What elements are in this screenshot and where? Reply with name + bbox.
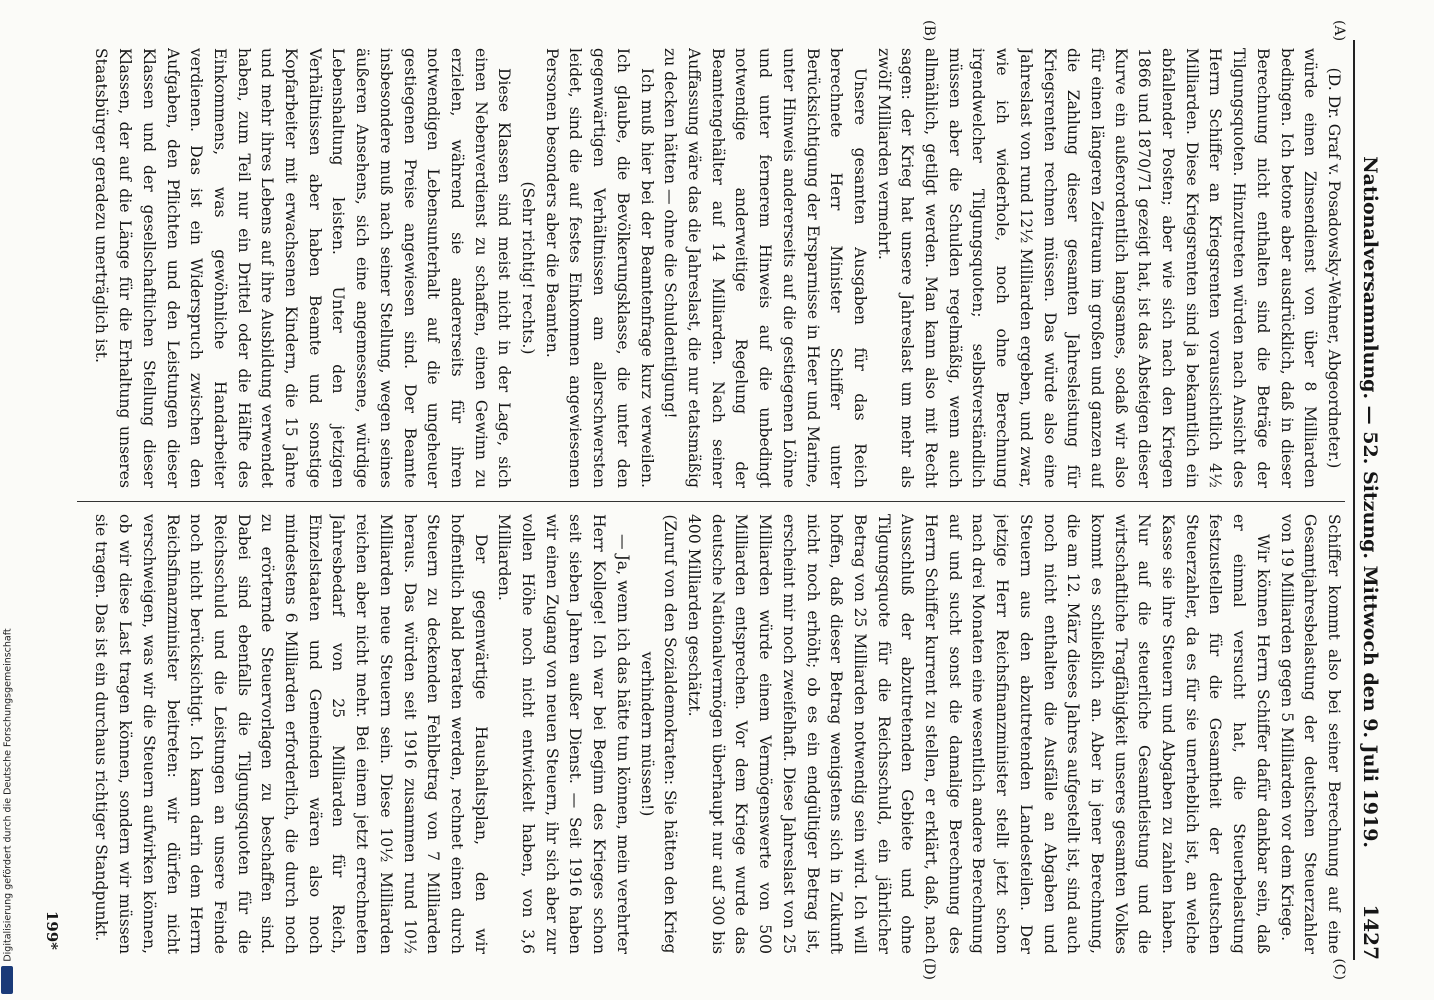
paragraph: — Ja, wenn ich das hätte tun können, mein verehrter Herr Kollege! Ich war bei Beginn des Krieges schon seit sieben Jahren außer Dienst. — Seit 1916 haben wir einen Zugang von neuen Steuern, ihr sich aber zur vollen Höhe noch nicht entwickelt haben, von 3,6 Milliarden. [495,514,632,954]
page-number: 1427 [1359,904,1383,960]
rotated-page [17,20,1417,980]
interjection: (Zuruf von den Sozialdemokraten: Sie hätten den Krieg verhindern müssen!) [637,514,680,954]
interjection: (Sehr richtig! rechts.) [519,181,538,355]
paragraph: Diese Klassen sind meist nicht in der Lage, sich einen Nebenverdienst zu schaffen, einen Gewinn zu erzielen, während sie andererseits für ihren notwendigen Lebensunterhalt auf die ungeheuer gestiegenen Preise angewiesen sind. Der Beamte insbesondere muß nach seiner Stellung, wegen seines äußeren Ansehens, sich eine angemessene, würdige Lebenshaltung leisten. Unter den jetzigen Verhältnissen aber haben Beamte und sonstige Kopfarbeiter mit erwachsenen Kindern, die 15 Jahre und mehr ihres Lebens auf ihre Ausbildung verwendet haben, zum Teil nur ein Drittel oder die Hälfte des Einkommens, was gewöhnliche Handarbeiter verdienen. Das ist ein Widerspruch zwischen den Aufgaben, den Pflichten und den Leistungen dieser Klassen und der gesellschaftlichen Stellung dieser Klassen, der auf die Länge für die Erhaltung unseres Staatsbürger geradezu unerträglich ist. [92,48,514,488]
credit-text: Digitalisierung gefördert durch die Deutsche Forschungsgemeinschaft [2,628,14,962]
right-column [87,514,1345,954]
page-title: Nationalversammlung. — 52. Sitzung. Mittwoch den 9. Juli 1919. [1359,156,1381,849]
margin-marker-c: (C) [1331,958,1347,980]
digitization-credit [2,600,14,990]
column-divider [77,501,1345,502]
paragraph: Wir können Herrn Schiffer dafür dankbar sein, daß er einmal versucht hat, die Steuerbelastung festzustellen für die Gesamtheit der deutschen Steuerzahler, da es für sie unerheblich ist, an welche Kasse sie ihre Steuern und Abgaben zu zahlen haben. Nur auf die steuerliche Gesamtleistung und die wirtschaftliche Tragfähigkeit unseres gesamten Volkes kommt es schließlich an. Aber in jener Berechnung, die am 12. März dieses Jahres aufgestellt ist, sind auch noch nicht enthalten die Ausfälle an Abgaben und Steuern aus den abzutretenden Landesteilen. Der jetzige Herr Reichsfinanzminister stellt jetzt schon nach drei Monaten eine wesentlich andere Berechnung auf und sucht sonst die damalige Berechnung des Herrn Schiffer kurrent zu stellen, er erklärt, daß, nach Ausschluß der abzutretenden Gebiete und ohne Tilgungsquote für die Reichsschuld, ein jährlicher Betrag von 25 Milliarden notwendig sein wird. Ich will hoffen, daß dieser Betrag wenigstens sich in Zukunft nicht noch erhöht; ob es ein endgültiger Betrag ist, erscheint mir noch zweifelhaft. Diese Jahreslast von 25 Milliarden würde einem Vermögenswerte von 500 Milliarden entsprechen. Vor dem Kriege wurde das deutsche Nationalvermögen überhaupt nur auf 300 bis 400 Milliarden geschätzt. [685,514,1272,954]
footer-number: 199* [43,910,61,950]
dfg-logo-icon [1,966,13,994]
paragraph: Unsere gesamten Ausgaben für das Reich berechnete Herr Minister Schiffer unter Berücksichtigung der Ersparnisse in Heer und Marine, unter Hinweis andererseits auf die gestiegenen Löhne und unter fernerem Hinweis auf die unbedingt notwendige anderweitige Regelung der Beamtengehälter auf 14 Milliarden. Nach seiner Auffassung wäre das die Jahreslast, die nur etatsmäßig zu decken hätten — ohne die Schuldentilgung! [661,48,869,488]
speaker-line: (D. Dr. Graf v. Posadowsky-Wehner, Abgeordneter.) [1325,67,1343,469]
paragraph: Der gegenwärtige Haushaltsplan, den wir hoffentlich bald beraten werden, rechnet einen durch Steuern zu deckenden Fehlbetrag von 7 Milliarden heraus. Das würden seit 1916 zusammen rund 10½ Milliarden neue Steuern sein. Diese 10½ Milliarden reichen aber nicht mehr. Bei einem jetzt errechneten Jahresbedarf von 25 Milliarden für Reich, Einzelstaaten und Gemeinden wären also noch mindestens 6 Milliarden erforderlich, die durch noch zu erörternde Steuervorlagen zu beschaffen sind. Dabei sind ebenfalls die Tilgungsquoten für die Reichsschuld und die Leistungen an unsere Feinde noch nicht berücksichtigt. Ich kann darin dem Herrn Reichsfinanzminister beitreten: wir dürfen nicht verschweigen, was wir die Steuern aufwirken können, ob wir diese Last tragen können, sondern wir müssen sie tragen. Das ist ein durchaus richtiger Standpunkt. [92,514,490,954]
margin-marker-d: (D) [921,957,937,980]
margin-marker-a: (A) [1331,20,1347,42]
left-column [87,48,1345,488]
paragraph: würde einen Zinsendienst von über 8 Milliarden bedingen. Ich betone aber ausdrücklich, daß in dieser Berechnung nicht enthalten sind die Beträge der Tilgungsquoten. Hinzutreten würden nach Ansicht des Herrn Schiffer an Kriegsrenten voraussichtlich 4½ Milliarden. Diese Kriegsrenten sind ja bekanntlich ein abfallender Posten; aber wie sich nach den Kriegen 1866 und 1870/71 gezeigt hat, ist das Absteigen dieser Kurve ein außerordentlich langsames, sodaß wir also für einen längeren Zeitraum im großen und ganzen auf die Zahlung dieser gesamten Jahresleistung für Kriegsrenten rechnen müssen. Das würde also eine Jahreslast von rund 12½ Milliarden ergeben, und zwar, wie ich wiederhole, noch ohne Berechnung irgendwelcher Tilgungsquoten; selbstverständlich müssen aber die Schulden regelmäßig, wenn auch allmählich, getilgt werden. Man kann also mit Recht sagen: der Krieg hat unsere Jahreslast um mehr als zwölf Milliarden vermehrt. [874,48,1320,488]
paragraph: Schiffer kommt also bei seiner Berechnung auf eine Gesamtjahresbelastung der deutschen Steuerzahler von 19 Milliarden gegen 5 Milliarden vor dem Kriege. [1277,514,1343,954]
margin-marker-b: (B) [921,20,937,42]
paragraph: Ich muß hier bei der Beamtenfrage kurz verweilen. Ich glaube, die Bevölkerungsklasse, die unter den gegenwärtigen Verhältnissen am allerschwersten leidet, sind die auf festes Einkommen angewiesenen Personen besonders aber die Beamten. [542,48,656,488]
paragraph [87,514,89,954]
page-header [1353,40,1395,960]
